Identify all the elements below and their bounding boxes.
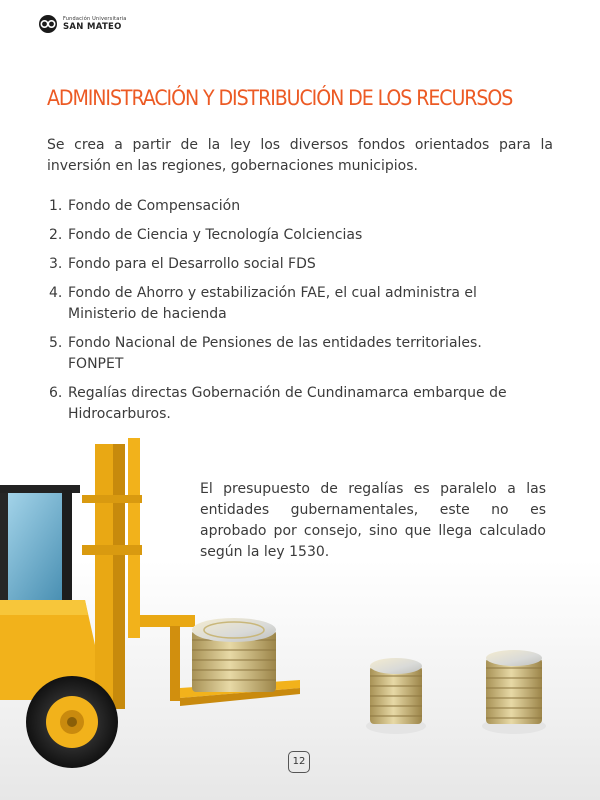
logo (37, 14, 127, 34)
page-title: ADMINISTRACIÓN Y DISTRIBUCIÓN DE LOS RECURSOS (47, 86, 513, 110)
logo-name: SAN MATEO (63, 21, 122, 32)
logo-subtitle: Fundación Universitaria (63, 15, 127, 22)
list-item-number: 3. (49, 256, 63, 272)
list-item (49, 225, 539, 246)
coin-stack-left (366, 658, 426, 734)
list-item-text: Fondo Nacional de Pensiones de las entidades territoriales. FONPET (68, 335, 482, 372)
list-item-number: 2. (49, 227, 63, 243)
list-item-number: 4. (49, 285, 63, 301)
note-paragraph: El presupuesto de regalías es paralelo a las entidades gubernamentales, este no es aprobado por consejo, sino que llega calculado según la ley 1530. (200, 481, 546, 560)
list-item (49, 333, 539, 375)
list-item-number: 1. (49, 198, 63, 214)
list-item (49, 283, 539, 325)
funds-list (49, 196, 539, 433)
intro-paragraph: Se crea a partir de la ley los diversos fondos orientados para la inversión en las regiones, gobernaciones municipios. (47, 137, 553, 174)
list-item-number: 5. (49, 335, 63, 351)
coin-stack-fork (192, 618, 276, 692)
list-item-text: Fondo de Ahorro y estabilización FAE, el cual administra el Ministerio de hacienda (68, 285, 477, 322)
list-item (49, 196, 539, 217)
list-item (49, 254, 539, 275)
list-item (49, 383, 539, 425)
list-item-text: Fondo para el Desarrollo social FDS (68, 256, 316, 272)
coin-stack-right (482, 650, 546, 734)
list-item-number: 6. (49, 385, 63, 401)
logo-mark-icon (37, 14, 59, 34)
page-number: 12 (288, 751, 310, 773)
list-item-text: Fondo de Ciencia y Tecnología Colciencias (68, 227, 363, 243)
list-item-text: Regalías directas Gobernación de Cundinamarca embarque de Hidrocarburos. (68, 385, 507, 422)
list-item-text: Fondo de Compensación (68, 198, 241, 214)
